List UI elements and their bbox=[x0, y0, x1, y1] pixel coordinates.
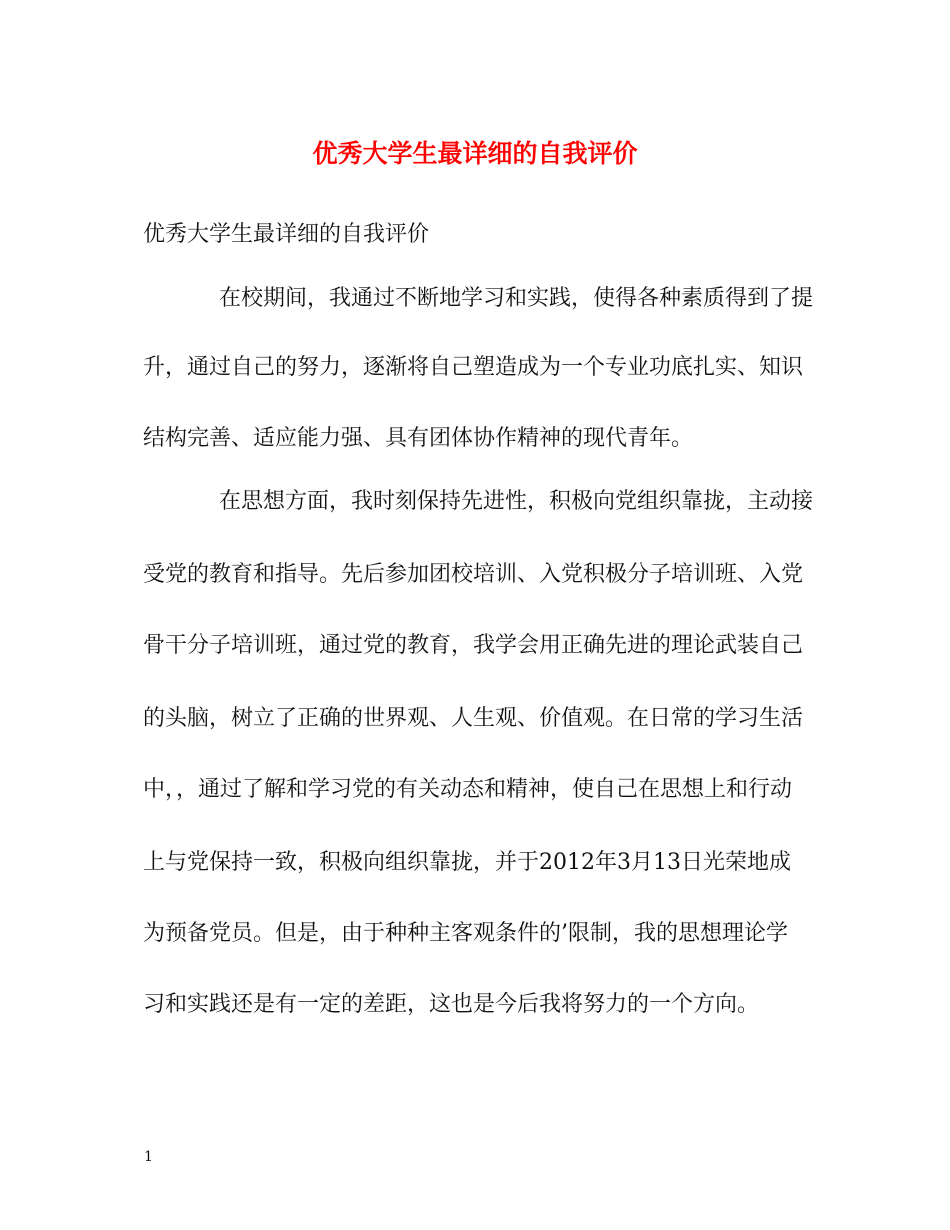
paragraph-2-line-5: 中，，通过了解和学习党的有关动态和精神，使自己在思想上和行动 bbox=[143, 777, 793, 802]
paragraph-1-line-3: 结构完善、适应能力强、具有团体协作精神的现代青年。 bbox=[143, 426, 694, 451]
document-subtitle: 优秀大学生最详细的自我评价 bbox=[143, 222, 430, 247]
paragraph-2-line-7: 为预备党员。但是，由于种种主客观条件的’限制，我的思想理论学 bbox=[143, 921, 788, 946]
paragraph-2-line-3: 骨干分子培训班，通过党的教育，我学会用正确先进的理论武装自己 bbox=[143, 633, 804, 658]
paragraph-1-line-2: 升，通过自己的努力，逐渐将自己塑造成为一个专业功底扎实、知识 bbox=[143, 355, 804, 380]
paragraph-2-line-2: 受党的教育和指导。先后参加团校培训、入党积极分子培训班、入党 bbox=[143, 562, 804, 587]
document-title: 优秀大学生最详细的自我评价 bbox=[312, 139, 638, 168]
page-number: 1 bbox=[144, 1149, 153, 1165]
paragraph-2-line-1: 在思想方面，我时刻保持先进性，积极向党组织靠拢，主动接 bbox=[219, 489, 814, 514]
paragraph-1-line-1: 在校期间，我通过不断地学习和实践，使得各种素质得到了提 bbox=[219, 286, 814, 311]
paragraph-2-line-4: 的头脑，树立了正确的世界观、人生观、价值观。在日常的学习生活 bbox=[143, 706, 804, 731]
paragraph-2-line-8: 习和实践还是有一定的差距，这也是今后我将努力的一个方向。 bbox=[143, 992, 760, 1017]
paragraph-2-line-6: 上与党保持一致，积极向组织靠拢，并于2012年3月13日光荣地成 bbox=[143, 850, 791, 875]
